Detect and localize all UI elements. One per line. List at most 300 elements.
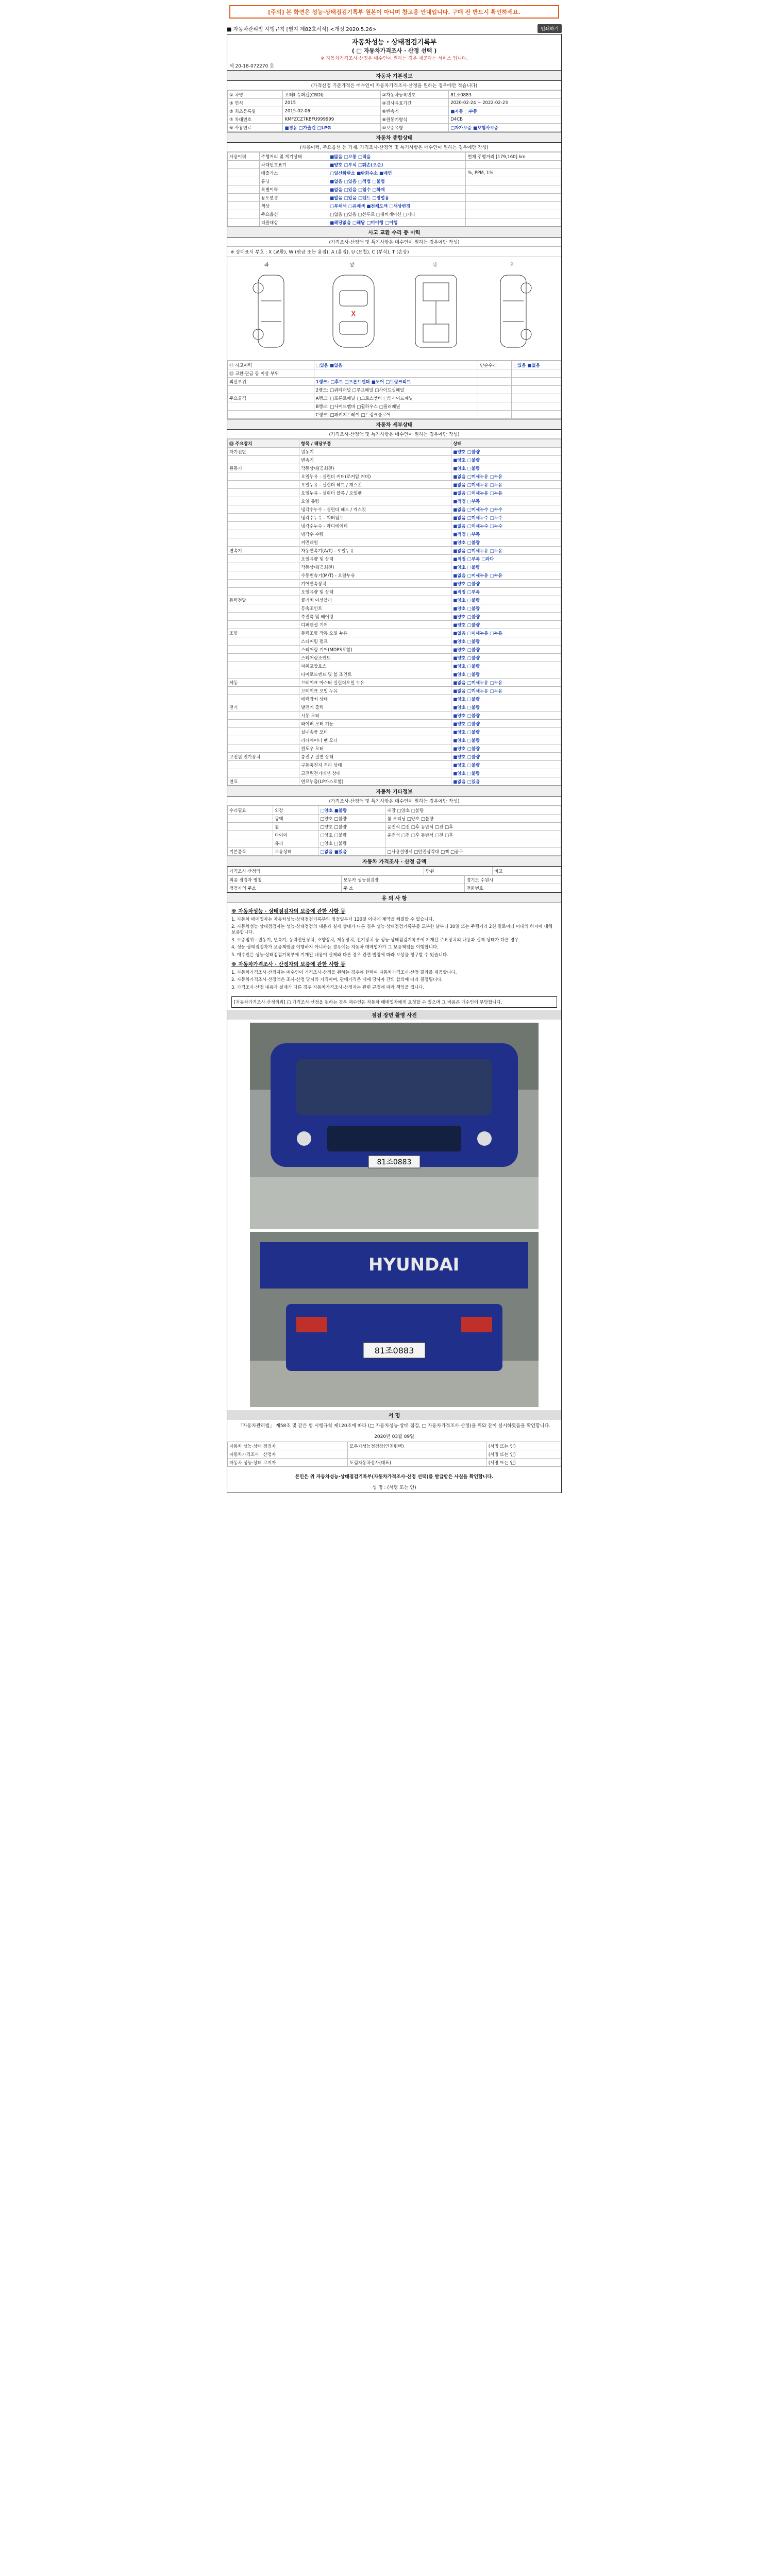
table-cell: □사용설명서 □안전삼각대 □잭 □공구: [385, 848, 561, 856]
accident-row: [228, 394, 561, 402]
diagram-label-rear: 뒤: [432, 263, 437, 268]
table-cell: 냉각수 수량: [299, 530, 451, 538]
detail-row: [228, 761, 561, 769]
special-paragraph: 3. 가격조사·산정 내용과 실제가 다른 경우 자동차가격조사·산정자는 관련 규정에 따라 책임을 집니다.: [231, 985, 425, 990]
table-cell: [228, 728, 299, 736]
table-cell: ■양호 □불량: [451, 769, 561, 777]
detail-row: [228, 448, 561, 456]
table-cell: 오일 유량: [299, 497, 451, 505]
table-cell: □양호 □불량: [318, 831, 385, 839]
table-cell: ■없음 □있음 □침수 □화재: [328, 185, 466, 194]
table-cell: ■양호 □불량: [451, 654, 561, 662]
detail-row: [228, 472, 561, 481]
truck-rear-photo-image: [250, 1232, 539, 1407]
table-cell: [478, 369, 512, 378]
table-cell: ⑦ 차대번호: [228, 115, 283, 124]
price-request-box: [자동차가격조사·산정의뢰] □ 가격조사·산정을 원하는 경우 매수인은 자동차 매매업자에게 요청할 수 있으며 그 비용은 매수인이 부담합니다.: [231, 996, 557, 1008]
table-cell: [228, 687, 299, 695]
special-paragraph: 5. 매수인은 성능·상태점검기록부에 기재된 내용이 실제와 다른 경우 관련 법령에 따라 보상을 청구할 수 있습니다.: [231, 952, 448, 958]
table-cell: [228, 580, 299, 588]
detail-row: [228, 481, 561, 489]
table-cell: [228, 555, 299, 563]
table-cell: 클러치 어셈블리: [299, 596, 451, 604]
table-cell: 오일누유 - 실린더 커버(로커암 커버): [299, 472, 451, 481]
table-cell: ■양호 □불량: [451, 662, 561, 670]
table-cell: 냉각수누수 - 실린더 헤드 / 개스킷: [299, 505, 451, 514]
diagram-label-front: 앞: [350, 263, 355, 268]
table-cell: ■없음 □미세누유 □누유: [451, 547, 561, 555]
table-cell: ⑧원동기형식: [380, 115, 449, 124]
table-cell: ■없음 □미세누유 □누유: [451, 489, 561, 497]
table-cell: 2015-02-06: [283, 107, 380, 115]
table-cell: ■많음 □보통 □적음: [328, 152, 466, 161]
detail-row: [228, 580, 561, 588]
detail-row: [228, 613, 561, 621]
etc-row: [228, 806, 561, 815]
table-cell: ■양호 □부식 □훼손(오손): [328, 161, 466, 169]
detail-row: [228, 720, 561, 728]
notice-banner: [주의] 본 화면은 성능·상태점검기록부 원본이 아니며 참고용 안내입니다. 구매 전 반드시 확인하세요.: [229, 5, 559, 19]
table-cell: 81조0883: [449, 91, 561, 99]
detail-row: [228, 588, 561, 596]
table-cell: 모두카성능점검장(인천평택): [348, 1442, 486, 1450]
table-cell: 배력장치 상태: [299, 695, 451, 703]
table-cell: ■없음 □미세누유 □누유: [451, 629, 561, 637]
detail-row: [228, 744, 561, 753]
table-cell: ⑤ 최초등록일: [228, 107, 283, 115]
table-cell: 도림자동차상사(대표): [348, 1459, 486, 1467]
table-cell: [228, 823, 273, 831]
table-cell: ■없음 □미세누수 □누수: [451, 514, 561, 522]
table-cell: [228, 202, 260, 210]
table-cell: 배출가스: [259, 169, 328, 177]
basic-info-row: [228, 107, 561, 115]
table-cell: 오일유량 및 상태: [299, 588, 451, 596]
accident-heading: 사고 교환 수리 등 이력: [227, 227, 561, 238]
table-cell: 최종 점검자 명칭: [228, 876, 342, 884]
table-cell: 오일누유 - 실린더 블록 / 오일팬: [299, 489, 451, 497]
svg-text:HYUNDAI: HYUNDAI: [368, 1255, 460, 1276]
table-cell: [228, 402, 314, 411]
table-cell: 연료누출(LP가스포함): [299, 777, 451, 786]
table-cell: □없음 ■있음: [318, 848, 385, 856]
table-cell: [228, 761, 299, 769]
table-cell: [228, 839, 273, 848]
table-cell: 비고: [493, 867, 561, 875]
detail-row: [228, 637, 561, 646]
detail-row: [228, 711, 561, 720]
table-cell: ■양호 □불량: [451, 670, 561, 679]
signature-date: 2020년 03월 09일: [374, 1434, 414, 1440]
detail-row: [228, 753, 561, 761]
inspector-row: [228, 884, 561, 892]
table-cell: 주요옵션: [259, 210, 328, 218]
photo-heading: 점검 장면 촬영 사진: [227, 1010, 561, 1020]
table-cell: 단순수리: [478, 361, 512, 369]
table-cell: ■양호 □불량: [451, 744, 561, 753]
table-cell: [228, 670, 299, 679]
table-cell: [466, 161, 561, 169]
table-cell: ③ 연식: [228, 99, 283, 107]
detail-row: [228, 530, 561, 538]
price-table: [227, 867, 561, 875]
table-cell: 룸 크리닝 □양호 □불량: [385, 815, 561, 823]
table-cell: 자동차 성능·상태 고지자: [228, 1459, 348, 1467]
table-cell: [228, 386, 314, 394]
table-cell: ■양호 □불량: [451, 703, 561, 711]
table-cell: 변속기: [228, 547, 299, 555]
table-cell: [512, 411, 561, 419]
table-cell: [228, 177, 260, 185]
status-row: [228, 202, 561, 210]
table-cell: 경기도 수원시: [465, 876, 561, 884]
vehicle-diagram: [227, 257, 561, 361]
table-cell: 기본품목: [228, 848, 273, 856]
table-cell: ■없음 □있음 □렌트 □영업용: [328, 194, 466, 202]
table-cell: 타이어: [273, 831, 318, 839]
table-cell: □양호 □불량: [318, 839, 385, 848]
table-cell: □자가보증 ■보험사보증: [449, 124, 561, 132]
detail-row: [228, 736, 561, 744]
table-cell: [512, 402, 561, 411]
table-cell: 내장 □양호 □불량: [385, 806, 561, 815]
special-paragraph: 2. 자동차성능·상태점검자는 성능·상태점검의 내용과 실제 상태가 다른 경우 성능·상태점검기록부를 교부한 날부터 30일 또는 주행거리 2천 킬로미터 이내의 하자에 대해 보증합니다.: [231, 924, 553, 936]
table-cell: [228, 769, 299, 777]
table-cell: 가격조사·산정액: [228, 867, 424, 875]
table-cell: 냉각수누수 - 라디에이터: [299, 522, 451, 530]
table-cell: ■적정 □부족: [451, 497, 561, 505]
etc-table: [227, 806, 561, 856]
table-cell: ■경유 □가솔린 □LPG: [283, 124, 380, 132]
accident-row: [228, 402, 561, 411]
table-cell: [228, 514, 299, 522]
inspector-table: [227, 875, 561, 892]
table-cell: ■양호 □불량: [451, 464, 561, 472]
detail-row: [228, 646, 561, 654]
table-cell: [385, 839, 561, 848]
table-cell: 리콜대상: [259, 218, 328, 227]
basic-info-row: [228, 115, 561, 124]
table-cell: [478, 394, 512, 402]
table-cell: 외장: [273, 806, 318, 815]
table-cell: 와이퍼 모터 기능: [299, 720, 451, 728]
print-button[interactable]: 인쇄하기: [537, 24, 562, 33]
table-cell: (서명 또는 인): [486, 1442, 561, 1450]
table-cell: 오일누유 - 실린더 헤드 / 개스킷: [299, 481, 451, 489]
table-cell: ■자동 □수동: [449, 107, 561, 115]
table-cell: 수리필요: [228, 806, 273, 815]
table-cell: □있음 ■없음: [314, 361, 478, 369]
table-cell: 2020-02-24 ~ 2022-02-23: [449, 99, 561, 107]
table-cell: [228, 831, 273, 839]
table-cell: 주요골격: [228, 394, 314, 402]
table-cell: [466, 194, 561, 202]
table-cell: ■없음 □미세누수 □누수: [451, 505, 561, 514]
table-cell: 변속기: [299, 456, 451, 464]
table-cell: [228, 522, 299, 530]
price-heading: 자동차 가격조사 · 산정 금액: [227, 856, 561, 867]
accident-row: [228, 369, 561, 378]
table-cell: 동력전달: [228, 596, 299, 604]
table-cell: ■양호 □불량: [451, 596, 561, 604]
table-cell: □양호 □불량: [318, 823, 385, 831]
table-cell: [466, 202, 561, 210]
etc-row: [228, 839, 561, 848]
accident-note: (가격조사·산정액 및 특기사항은 매수인이 원하는 경우에만 작성): [227, 238, 561, 247]
table-cell: ⑫ 교환·판금 등 이상 부위: [228, 369, 314, 378]
document-title: 자동차성능 · 상태점검기록부: [351, 39, 437, 46]
table-cell: 자동변속기(A/T) - 오일누유: [299, 547, 451, 555]
table-cell: 용도변경: [259, 194, 328, 202]
detail-table: [227, 439, 561, 786]
table-cell: ■양호 □불량: [451, 621, 561, 629]
basic-info-heading: 자동차 기본정보: [227, 70, 561, 81]
table-cell: 2015: [283, 99, 380, 107]
detail-row: [228, 629, 561, 637]
top-view-car-icon: [320, 273, 387, 350]
table-cell: [228, 720, 299, 728]
truck-front-photo-image: [250, 1023, 539, 1229]
table-cell: 전화번호: [465, 884, 561, 892]
table-cell: ■양호 □불량: [451, 604, 561, 613]
detail-row: [228, 464, 561, 472]
table-cell: 등속조인트: [299, 604, 451, 613]
table-cell: [228, 185, 260, 194]
detail-row: [228, 555, 561, 563]
table-cell: A랭크: □프론트패널 □크로스멤버 □인사이드패널: [314, 394, 478, 402]
table-cell: [228, 563, 299, 571]
signature-row: [228, 1459, 561, 1467]
accident-row: [228, 378, 561, 386]
table-cell: 스티어링조인트: [299, 654, 451, 662]
table-cell: 냉각수누수 - 워터펌프: [299, 514, 451, 522]
table-cell: ■양호 □불량: [451, 637, 561, 646]
etc-row: [228, 823, 561, 831]
rear-photo: [250, 1232, 539, 1407]
table-cell: 스티어링 펌프: [299, 637, 451, 646]
special-paragraph: 3. 보증범위 : 원동기, 변속기, 동력전달장치, 조향장치, 제동장치, 전기장치 등 성능·상태점검기록부에 기재된 주요장치의 내용과 실제 상태가 다른 경우.: [231, 937, 520, 943]
detail-row: [228, 522, 561, 530]
table-cell: ① 차명: [228, 91, 283, 99]
table-cell: 운전석 □전 □후 동반석 □전 □후: [385, 831, 561, 839]
table-cell: [228, 161, 260, 169]
detail-row: [228, 514, 561, 522]
table-cell: 작동상태(공회전): [299, 464, 451, 472]
special-paragraph: 4. 성능·상태점검자가 보증책임을 이행하지 아니하는 경우에는 자동차 매매업자가 그 보증책임을 이행합니다.: [231, 945, 439, 951]
table-cell: 자동차가격조사 · 산정자: [228, 1450, 348, 1459]
special-section-heading: ※ 자동차성능 · 상태점검자의 보증에 관한 사항 등: [231, 909, 346, 914]
table-cell: [466, 210, 561, 218]
table-cell: 윈도우 모터: [299, 744, 451, 753]
table-cell: %, PPM, 1%: [466, 169, 561, 177]
table-cell: ■없음 □미세누유 □누유: [451, 679, 561, 687]
special-paragraph: 2. 자동차가격조사·산정액은 조사·산정 당시의 가격이며, 판매가격은 매매 당사자 간의 합의에 따라 결정됩니다.: [231, 977, 443, 983]
table-cell: [228, 505, 299, 514]
table-cell: [228, 744, 299, 753]
table-cell: ■양호 □불량: [451, 728, 561, 736]
table-cell: [228, 637, 299, 646]
table-cell: ■없음 □미세누유 □누유: [451, 481, 561, 489]
buyer-signature: 성 명 : (서명 또는 인): [372, 1485, 416, 1491]
column-header: 항목 / 해당부품: [299, 439, 451, 448]
table-cell: [228, 411, 314, 419]
signature-table: [227, 1442, 561, 1467]
basic-info-note: (가격산정 기준가격은 매수인이 자동차가격조사·산정을 원하는 경우에만 적습니다): [227, 81, 561, 90]
table-cell: ■없음 □미세누유 □누유: [451, 571, 561, 580]
status-row: [228, 169, 561, 177]
table-cell: [228, 613, 299, 621]
table-cell: 자동차 성능·상태 점검자: [228, 1442, 348, 1450]
table-cell: 튜닝: [259, 177, 328, 185]
detail-row: [228, 456, 561, 464]
etc-row: [228, 815, 561, 823]
table-cell: 1랭크: □후드 □프론트펜더 ■도어 □트렁크리드: [314, 378, 478, 386]
status-row: [228, 210, 561, 218]
table-cell: [478, 411, 512, 419]
detail-row: [228, 621, 561, 629]
damage-legend: ※ 상태표시 부호 : X (교환), W (판금 또는 용접), A (흠집), U (요철), C (부식), T (손상): [227, 247, 561, 257]
detail-row: [228, 728, 561, 736]
table-cell: [228, 571, 299, 580]
table-cell: ■적정 □부족: [451, 588, 561, 596]
table-cell: (서명 또는 인): [486, 1450, 561, 1459]
table-cell: 타이로드엔드 및 볼 조인트: [299, 670, 451, 679]
table-cell: 디퍼렌셜 기어: [299, 621, 451, 629]
top-bar: [227, 23, 562, 34]
basic-info-table: [227, 90, 561, 132]
table-cell: B랭크: □사이드멤버 □휠하우스 □필러패널: [314, 402, 478, 411]
special-section-heading: ※ 자동차가격조사 · 산정자의 보증에 관한 사항 등: [231, 962, 346, 968]
table-cell: [228, 654, 299, 662]
table-cell: 기어변속장치: [299, 580, 451, 588]
table-cell: 오일유량 및 상태: [299, 555, 451, 563]
table-cell: 2랭크: □쿼터패널 □루프패널 □사이드실패널: [314, 386, 478, 394]
table-cell: □양호 ■불량: [318, 806, 385, 815]
table-cell: ④검사유효기간: [380, 99, 449, 107]
table-cell: ■양호 □불량: [451, 563, 561, 571]
table-cell: 외판부위: [228, 378, 314, 386]
table-cell: ■양호 □불량: [451, 753, 561, 761]
signature-footer: 본인은 위 자동차성능·상태점검기록부(자동차가격조사·산정 선택)를 발급받은 사실을 확인합니다.: [295, 1475, 494, 1480]
table-cell: ■양호 □불량: [451, 613, 561, 621]
table-cell: [228, 588, 299, 596]
table-cell: 모두카 성능점검장: [342, 876, 465, 884]
etc-heading: 자동차 기타정보: [227, 786, 561, 796]
table-cell: [228, 662, 299, 670]
special-notes: [227, 903, 561, 994]
etc-note: (가격조사·산정액 및 특기사항은 매수인이 원하는 경우에만 작성): [227, 796, 561, 806]
table-cell: ■없음 □있음: [451, 777, 561, 786]
left-side-car-icon: [238, 273, 305, 350]
signature-row: [228, 1442, 561, 1450]
table-cell: 보유상태: [273, 848, 318, 856]
table-cell: ■없음 □미세누유 □누유: [451, 687, 561, 695]
table-cell: 고전원전기배선 상태: [299, 769, 451, 777]
detail-row: [228, 695, 561, 703]
table-cell: ②자동차등록번호: [380, 91, 449, 99]
diagram-label-left: 좌: [264, 263, 269, 268]
etc-row: [228, 831, 561, 839]
accident-table: [227, 361, 561, 419]
table-cell: 브레이크 마스터 실린더오일 누유: [299, 679, 451, 687]
column-header: 상태: [451, 439, 561, 448]
table-cell: ■양호 □불량: [451, 538, 561, 547]
table-cell: [512, 394, 561, 402]
basic-info-row: [228, 99, 561, 107]
accident-row: [228, 411, 561, 419]
document-number: 제 20-18-072270 호: [229, 64, 274, 69]
overall-status-heading: 자동차 종합상태: [227, 132, 561, 143]
table-cell: 조향: [228, 629, 299, 637]
table-cell: D4CB: [449, 115, 561, 124]
table-cell: [478, 402, 512, 411]
detail-row: [228, 563, 561, 571]
overall-status-note: (사용이력, 주요옵션 등 기재. 가격조사·산정액 및 특기사항은 매수인이 원하는 경우에만 작성): [227, 143, 561, 152]
table-cell: 운전석 □전 □후 동반석 □전 □후: [385, 823, 561, 831]
table-cell: [228, 210, 260, 218]
table-cell: 브레이크 오일 누유: [299, 687, 451, 695]
special-paragraph: 1. 자동차 매매업자는 자동차성능·상태점검기록부의 점검일부터 120일 이내에 계약을 체결할 수 없습니다.: [231, 917, 434, 922]
status-row: [228, 218, 561, 227]
detail-row: [228, 687, 561, 695]
table-cell: ■양호 □불량: [451, 456, 561, 464]
price-row: [228, 867, 561, 875]
table-cell: □없음 □있음 □선루프 □내비게이션 □기타: [328, 210, 466, 218]
table-cell: □양호 □불량: [318, 815, 385, 823]
detail-row: [228, 654, 561, 662]
table-cell: 작동상태(공회전): [299, 563, 451, 571]
table-cell: ■양호 □불량: [451, 448, 561, 456]
table-cell: 동력조향 작동 오일 누유: [299, 629, 451, 637]
signature-row: [228, 1450, 561, 1459]
table-cell: [228, 695, 299, 703]
table-cell: 스티어링 기어(MDPS포함): [299, 646, 451, 654]
status-row: [228, 177, 561, 185]
table-cell: [466, 185, 561, 194]
detail-heading: 자동차 세부상태: [227, 419, 561, 430]
table-cell: [228, 489, 299, 497]
table-cell: 제동: [228, 679, 299, 687]
status-row: [228, 152, 561, 161]
table-cell: 유리: [273, 839, 318, 848]
table-cell: [228, 736, 299, 744]
table-cell: [228, 815, 273, 823]
table-cell: [228, 481, 299, 489]
special-notes-heading: 유 의 사 항: [227, 892, 561, 903]
table-cell: [228, 456, 299, 464]
table-cell: 추진축 및 베어링: [299, 613, 451, 621]
detail-row: [228, 769, 561, 777]
detail-note: (가격조사·산정액 및 특기사항은 매수인이 원하는 경우에만 작성): [227, 430, 561, 439]
table-cell: ■적정 □부족 □과다: [451, 555, 561, 563]
front-plate: 81조0883: [377, 1158, 412, 1167]
table-cell: ■양호 □불량: [451, 736, 561, 744]
table-cell: ■양호 □불량: [451, 580, 561, 588]
table-cell: 특별이력: [259, 185, 328, 194]
table-cell: 만원: [424, 867, 493, 875]
table-cell: [512, 386, 561, 394]
table-cell: 충전구 절연 상태: [299, 753, 451, 761]
table-cell: 원동기: [228, 464, 299, 472]
table-cell: ■없음 □미세누유 □누유: [451, 472, 561, 481]
signature-heading: 서 명: [227, 1410, 561, 1420]
detail-row: [228, 497, 561, 505]
basic-info-row: [228, 91, 561, 99]
inspector-row: [228, 876, 561, 884]
detail-row: [228, 777, 561, 786]
table-cell: [512, 369, 561, 378]
status-row: [228, 161, 561, 169]
